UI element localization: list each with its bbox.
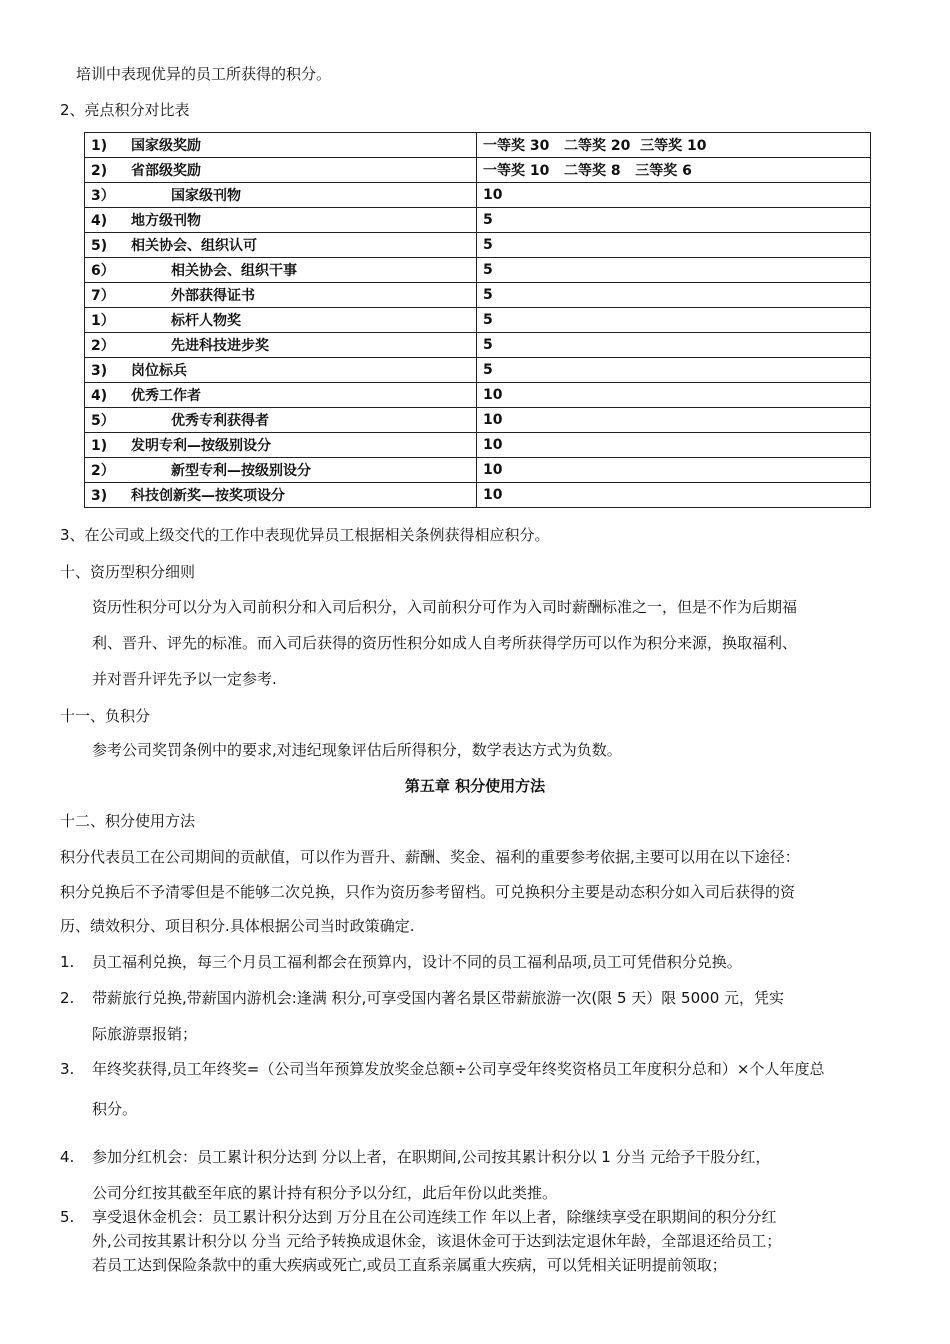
list-text-line: 积分。 <box>92 1100 138 1118</box>
points-value-cell: 5 <box>477 258 871 283</box>
list-text-line: 参加分红机会：员工累计积分达到 分以上者，在职期间,公司按其累计积分以 1 分当 元给予干股分红， <box>92 1148 771 1166</box>
item-label: 岗位标兵 <box>131 363 187 379</box>
points-value-cell: 10 <box>477 408 871 433</box>
points-comparison-table <box>84 132 871 508</box>
item-cell <box>85 408 477 433</box>
section2-heading: 2、亮点积分对比表 <box>60 101 190 119</box>
item-label: 发明专利—按级别设分 <box>131 438 271 454</box>
item-label: 优秀专利获得者 <box>171 413 269 429</box>
item-label: 标杆人物奖 <box>171 313 241 329</box>
item-cell <box>85 483 477 508</box>
points-value-cell: 5 <box>477 283 871 308</box>
table-row <box>85 208 871 233</box>
intro-line: 培训中表现优异的员工所获得的积分。 <box>76 65 332 83</box>
list-text-line: 外,公司按其累计积分以 分当 元给予转换成退休金，该退休金可于达到法定退休年龄，全部退还给员工； <box>92 1232 782 1250</box>
item-cell <box>85 258 477 283</box>
item-label: 地方级刊物 <box>131 213 201 229</box>
item-number: 3) <box>91 488 108 504</box>
item-number: 1） <box>91 313 115 329</box>
points-value-cell: 10 <box>477 483 871 508</box>
points-value-cell: 一等奖 10 二等奖 8 三等奖 6 <box>477 158 871 183</box>
item-number: 5） <box>91 413 115 429</box>
item-cell <box>85 133 477 158</box>
sec12-heading: 十二、积分使用方法 <box>60 812 196 830</box>
item-cell <box>85 333 477 358</box>
table-row <box>85 358 871 383</box>
item-number: 6） <box>91 263 115 279</box>
list-number: 4. <box>60 1148 75 1166</box>
item-number: 3) <box>91 363 108 379</box>
item-cell <box>85 233 477 258</box>
table-row <box>85 258 871 283</box>
points-value-cell: 10 <box>477 458 871 483</box>
item-cell <box>85 283 477 308</box>
item-number: 4) <box>91 388 108 404</box>
sec12-paragraph-line2: 积分兑换后不予清零但是不能够二次兑换，只作为资历参考留档。可兑换积分主要是动态积分如入司后获得的资 <box>60 883 796 901</box>
sec12-paragraph-line3: 历、绩效积分、项目积分.具体根据公司当时政策确定. <box>60 917 415 935</box>
points-value-cell: 10 <box>477 383 871 408</box>
item-label: 相关协会、组织干事 <box>171 263 297 279</box>
item-label: 科技创新奖—按奖项设分 <box>131 488 285 504</box>
list-text-line: 公司分红按其截至年底的累计持有积分予以分红，此后年份以此类推。 <box>92 1184 558 1202</box>
item-label: 相关协会、组织认可 <box>131 238 257 254</box>
item-number: 2） <box>91 463 115 479</box>
list-text-line: 带薪旅行兑换,带薪国内游机会:逢满 积分,可享受国内著名景区带薪旅游一次(限 5 天）限 5000 元，凭实 <box>92 989 785 1007</box>
item-number: 2） <box>91 338 115 354</box>
sec11-heading: 十一、负积分 <box>60 707 151 725</box>
sec10-heading: 十、资历型积分细则 <box>60 563 196 581</box>
item-label: 国家级奖励 <box>131 138 201 154</box>
item-label: 外部获得证书 <box>171 288 255 304</box>
section3-line: 3、在公司或上级交代的工作中表现优异员工根据相关条例获得相应积分。 <box>60 526 550 544</box>
table-row <box>85 308 871 333</box>
list-number: 3. <box>60 1060 75 1078</box>
list-text-line: 享受退休金机会：员工累计积分达到 万分且在公司连续工作 年以上者，除继续享受在职期间的积分分红 <box>92 1208 777 1226</box>
list-text-line: 员工福利兑换，每三个月员工福利都会在预算内，设计不同的员工福利品项,员工可凭借积分兑换。 <box>92 953 742 971</box>
table-row <box>85 458 871 483</box>
item-cell <box>85 308 477 333</box>
sec10-paragraph-line3: 并对晋升评先予以一定参考. <box>92 670 277 688</box>
points-value-cell: 5 <box>477 208 871 233</box>
table-row <box>85 333 871 358</box>
list-number: 2. <box>60 989 75 1007</box>
chapter5-title: 第五章 积分使用方法 <box>404 777 546 795</box>
table-row <box>85 133 871 158</box>
sec10-paragraph-line2: 利、晋升、评先的标准。而入司后获得的资历性积分如成人自考所获得学历可以作为积分来源，换取福利、 <box>92 634 798 652</box>
points-value-cell: 5 <box>477 233 871 258</box>
points-value-cell: 10 <box>477 183 871 208</box>
points-value-cell: 5 <box>477 333 871 358</box>
item-label: 优秀工作者 <box>131 388 201 404</box>
item-number: 2) <box>91 163 108 179</box>
item-label: 新型专利—按级别设分 <box>171 463 311 479</box>
list-text-line: 年终奖获得,员工年终奖=（公司当年预算发放奖金总额÷公司享受年终奖资格员工年度积分总和）×个人年度总 <box>92 1060 825 1078</box>
item-cell <box>85 183 477 208</box>
table-row <box>85 483 871 508</box>
table-row <box>85 408 871 433</box>
item-number: 5) <box>91 238 108 254</box>
list-text-line: 若员工达到保险条款中的重大疾病或死亡,或员工直系亲属重大疾病，可以凭相关证明提前领取； <box>92 1256 727 1274</box>
item-number: 3） <box>91 188 115 204</box>
item-cell <box>85 433 477 458</box>
sec11-paragraph: 参考公司奖罚条例中的要求,对违纪现象评估后所得积分，数学表达方式为负数。 <box>92 741 622 759</box>
item-number: 7） <box>91 288 115 304</box>
item-cell <box>85 358 477 383</box>
item-cell <box>85 458 477 483</box>
table-row <box>85 158 871 183</box>
points-value-cell: 10 <box>477 433 871 458</box>
item-cell <box>85 208 477 233</box>
sec10-paragraph-line1: 资历性积分可以分为入司前积分和入司后积分，入司前积分可作为入司时薪酬标准之一，但是不作为后期福 <box>92 598 798 616</box>
points-value-cell: 5 <box>477 358 871 383</box>
item-label: 国家级刊物 <box>171 188 241 204</box>
item-number: 1) <box>91 438 108 454</box>
table-row <box>85 283 871 308</box>
table-row <box>85 183 871 208</box>
item-label: 省部级奖励 <box>131 163 201 179</box>
table-row <box>85 433 871 458</box>
item-cell <box>85 383 477 408</box>
points-value-cell: 5 <box>477 308 871 333</box>
list-number: 1. <box>60 953 75 971</box>
table-row <box>85 383 871 408</box>
item-number: 4) <box>91 213 108 229</box>
item-label: 先进科技进步奖 <box>171 338 269 354</box>
list-text-line: 际旅游票报销； <box>92 1025 198 1043</box>
points-value-cell: 一等奖 30 二等奖 20 三等奖 10 <box>477 133 871 158</box>
item-cell <box>85 158 477 183</box>
table-row <box>85 233 871 258</box>
list-number: 5. <box>60 1208 75 1226</box>
sec12-paragraph-line1: 积分代表员工在公司期间的贡献值，可以作为晋升、薪酬、奖金、福利的重要参考依据,主要可以用在以下途径： <box>60 848 800 866</box>
item-number: 1) <box>91 138 108 154</box>
